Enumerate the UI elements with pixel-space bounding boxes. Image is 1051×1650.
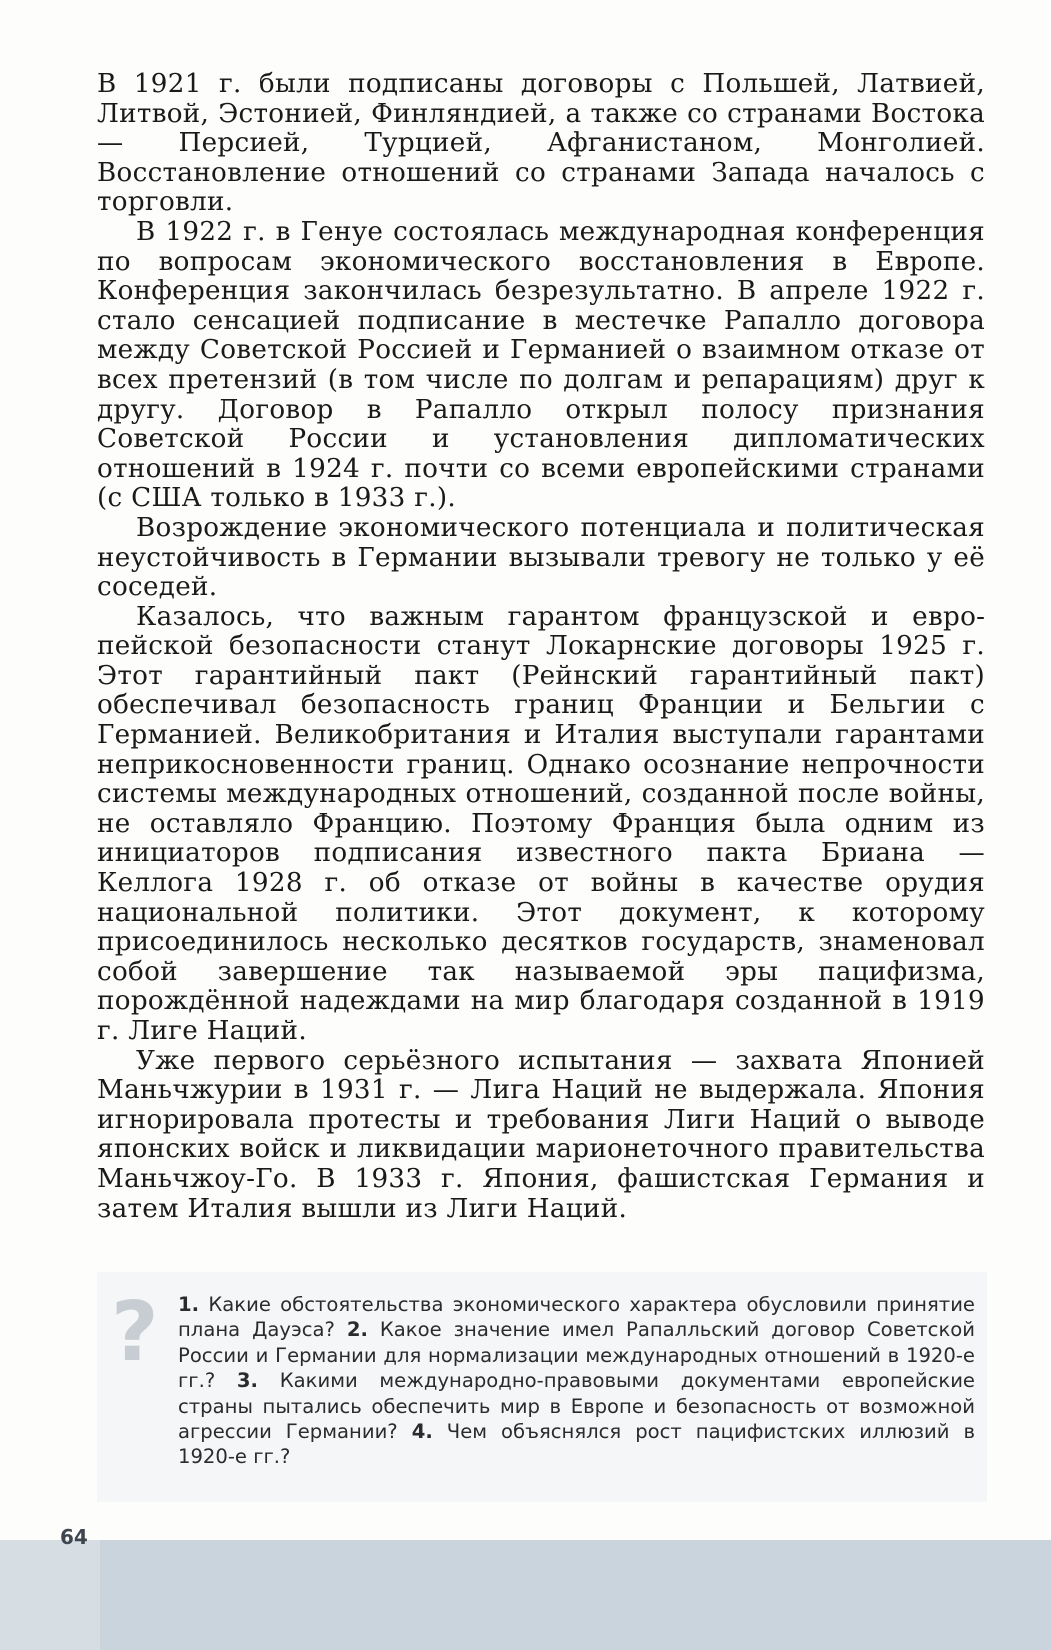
question-number: 4. <box>411 1420 433 1444</box>
question-number: 1. <box>178 1293 200 1316</box>
question-text: Чем объяснялся рост пацифистских иллюзий в 1920-е гг.? <box>178 1420 975 1469</box>
footer-band-margin <box>0 1540 100 1650</box>
paragraph: Уже первого серьёзного испытания — захвата Японией Маньчжурии в 1931 г. — Лига Наций не выдержала. Япония игнорировала протесты и требования Лиги Наций о выводе японских войск и ликвидации марионеточного правительства Маньчжоу-Го. В 1933 г. Япония, фашистская Германия и затем Италия вышли из Лиги Наций. <box>97 1045 985 1224</box>
paragraph: Казалось, что важным гарантом французской и европейской безопасности станут Локарнские договоры 1925 г. Этот гарантийный пакт (Рейнский гарантийный пакт) обеспечивал безопасность границ Франции и Бельгии с Германией. Великобритания и Италия выступали гарантами неприкосновенности границ. Однако осознание непрочности системы международных отношений, созданной после войны, не оставляло Францию. Поэтому Франция была одним из инициаторов подписания известного пакта Бриана — Келлога 1928 г. об отказе от войны в качестве орудия национальной политики. Этот документ, к которому присоединилось несколько десятков государств, знаменовал собой завершение так называемой эры пацифизма, порождённой надеждами на мир благодаря созданной в 1919 г. Лиге Наций. <box>97 601 985 1046</box>
paragraph: В 1922 г. в Генуе состоялась международная конференция по вопросам экономического восстановления в Европе. Конференция закончилась безрезультатно. В апреле 1922 г. стало сенсацией подписание в местечке Рапалло договора между Советской Россией и Германией о взаимном отказе от всех претензий (в том числе по долгам и репарациям) друг к другу. Договор в Рапалло открыл полосу признания Советской России и установления дипломатических отношений в 1924 г. почти со всеми европейскими странами (с США только в 1933 г.). <box>97 216 985 514</box>
paragraph: Возрождение экономического потенциала и политическая неустойчивость в Германии вызывали тревогу не только у её соседей. <box>97 512 985 603</box>
review-questions-box <box>97 1272 987 1502</box>
question-text: Какое значение имел Рапалльский договор Советской России и Германии для нормализации международных отношений в 1920-е гг.? <box>178 1318 975 1393</box>
question-text: Какими международно-правовыми документами европейские страны пытались обеспечить мир в Европе и безопасность от возможной агрессии Германии? <box>178 1369 975 1444</box>
page-number: 64 <box>60 1525 88 1549</box>
paragraph: В 1921 г. были подписаны договоры с Польшей, Латвией, Литвой, Эстонией, Финляндией, а также со странами Востока — Персией, Турцией, Афганистаном, Монголией. Восстановление отношений со странами Запада началось с торговли. <box>97 69 985 218</box>
main-text <box>97 70 985 1224</box>
question-number: 3. <box>236 1369 258 1393</box>
footer-band <box>0 1540 1051 1650</box>
question-text: Какие обстоятельства экономического характера обусловили принятие плана Дауэса? <box>178 1293 975 1342</box>
question-mark-icon: ? <box>111 1285 159 1380</box>
question-number: 2. <box>346 1318 368 1342</box>
questions-text <box>178 1292 975 1470</box>
